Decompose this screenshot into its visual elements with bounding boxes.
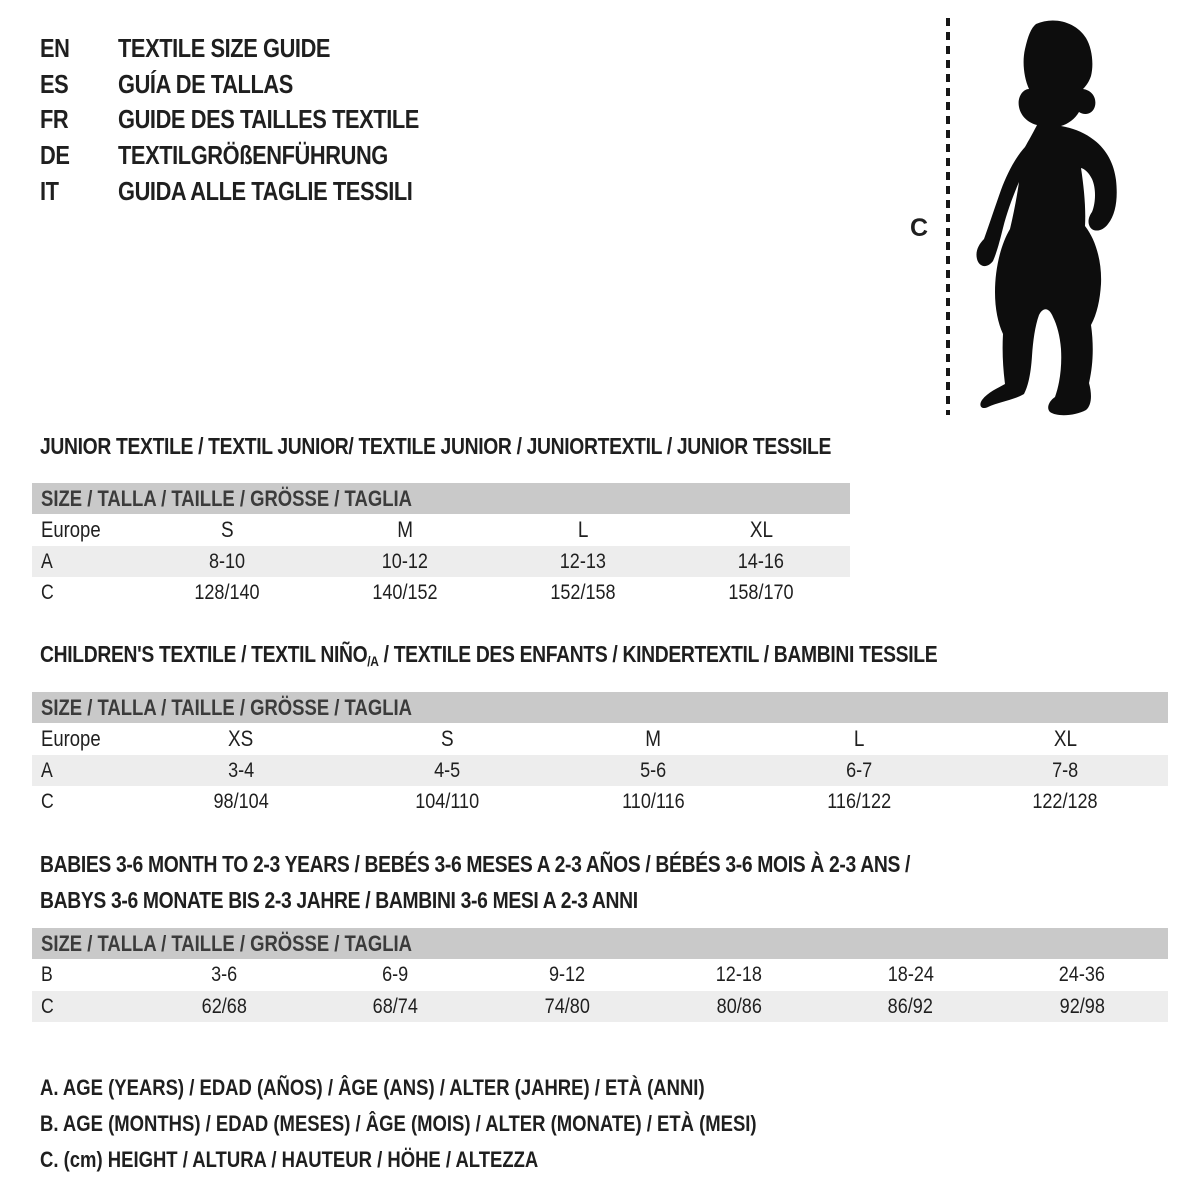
guide-title-de: TEXTILGRÖßENFÜHRUNG	[118, 140, 388, 171]
language-code: ES	[40, 68, 69, 99]
toddler-silhouette-image	[958, 16, 1148, 426]
children-height-row	[32, 786, 1168, 817]
babies-section-title-line2: BABYS 3-6 MONATE BIS 2-3 JAHRE / BAMBINI 3-6 MESI A 2-3 ANNI	[40, 887, 638, 913]
height-value: 104/110	[415, 789, 479, 813]
language-row-de	[40, 138, 476, 174]
legend-line-b: B. AGE (MONTHS) / EDAD (MESES) / ÂGE (MOIS) / ALTER (MONATE) / ETÀ (MESI)	[40, 1111, 757, 1136]
height-measure-label: C	[910, 214, 929, 242]
language-row-en	[40, 31, 476, 67]
height-value: 140/152	[372, 580, 438, 604]
age-value: 14-16	[737, 549, 785, 573]
size-header-bar	[32, 692, 1168, 723]
height-value: 86/92	[887, 994, 934, 1018]
size-label: M	[645, 726, 661, 751]
row-label: A	[41, 758, 53, 782]
junior-size-table	[32, 483, 850, 608]
babies-section-title-line1: BABIES 3-6 MONTH TO 2-3 YEARS / BEBÉS 3-6 MESES A 2-3 AÑOS / BÉBÉS 3-6 MOIS À 2-3 ANS /	[40, 851, 911, 877]
measure-legend	[40, 1070, 893, 1178]
children-europe-row	[32, 723, 1168, 755]
row-label: B	[41, 963, 53, 986]
months-value: 9-12	[549, 963, 586, 986]
size-label: XL	[1053, 726, 1077, 751]
height-value: 122/128	[1032, 789, 1098, 813]
age-value: 3-4	[227, 758, 255, 782]
region-label: Europe	[41, 517, 101, 542]
children-title-suffix: / TEXTILE DES ENFANTS / KINDERTEXTIL / BAMBINI TESSILE	[378, 641, 938, 667]
row-label: A	[41, 549, 53, 573]
size-label: M	[397, 517, 413, 542]
children-title-prefix: CHILDREN'S TEXTILE / TEXTIL NIÑO	[40, 641, 368, 667]
children-title-subscript: /A	[367, 653, 379, 670]
months-value: 18-24	[887, 963, 934, 986]
height-value: 80/86	[716, 994, 762, 1018]
height-value: 158/170	[728, 580, 794, 604]
age-value: 8-10	[208, 549, 246, 573]
babies-months-row	[32, 959, 1168, 991]
language-row-it	[40, 173, 476, 209]
row-label: C	[41, 789, 54, 813]
size-label: XL	[749, 517, 773, 542]
language-code: IT	[40, 175, 59, 206]
months-value: 6-9	[382, 963, 409, 986]
region-label: Europe	[41, 726, 101, 751]
months-value: 24-36	[1059, 963, 1106, 986]
legend-line-a: A. AGE (YEARS) / EDAD (AÑOS) / ÂGE (ANS) / ALTER (JAHRE) / ETÀ (ANNI)	[40, 1075, 705, 1100]
language-row-fr	[40, 102, 476, 138]
size-label: L	[853, 726, 865, 751]
height-value: 62/68	[201, 994, 247, 1018]
guide-title-es: GUÍA DE TALLAS	[118, 68, 293, 99]
height-value: 74/80	[544, 994, 590, 1018]
height-value: 68/74	[372, 994, 419, 1018]
age-value: 7-8	[1051, 758, 1079, 782]
junior-section-title: JUNIOR TEXTILE / TEXTIL JUNIOR/ TEXTILE JUNIOR / JUNIORTEXTIL / JUNIOR TESSILE	[40, 433, 832, 459]
height-value: 110/116	[621, 789, 685, 813]
row-label: C	[41, 994, 54, 1018]
height-value: 98/104	[213, 789, 269, 813]
language-row-es	[40, 67, 476, 103]
height-value: 128/140	[194, 580, 260, 604]
months-value: 3-6	[210, 963, 237, 986]
age-value: 4-5	[433, 758, 461, 782]
language-code: DE	[40, 140, 70, 171]
language-code: EN	[40, 33, 70, 64]
age-value: 5-6	[639, 758, 667, 782]
legend-line-c: C. (cm) HEIGHT / ALTURA / HAUTEUR / HÖHE / ALTEZZA	[40, 1147, 539, 1172]
language-code: FR	[40, 104, 69, 135]
height-value: 116/122	[827, 789, 891, 813]
months-value: 12-18	[715, 963, 762, 986]
babies-size-table	[32, 928, 1168, 1022]
junior-age-row	[32, 546, 850, 577]
row-label: C	[41, 580, 54, 604]
junior-europe-row	[32, 514, 850, 546]
size-label: XS	[228, 726, 254, 751]
size-label: S	[440, 726, 454, 751]
height-measure-dashed-line	[946, 18, 950, 415]
size-header-label: SIZE / TALLA / TAILLE / GRÖSSE / TAGLIA	[41, 485, 412, 511]
babies-height-row	[32, 991, 1168, 1022]
age-value: 10-12	[381, 549, 429, 573]
height-value: 92/98	[1059, 994, 1105, 1018]
children-age-row	[32, 755, 1168, 786]
guide-title-en: TEXTILE SIZE GUIDE	[118, 33, 331, 64]
size-header-bar	[32, 928, 1168, 959]
age-value: 6-7	[845, 758, 873, 782]
age-value: 12-13	[559, 549, 607, 573]
height-value: 152/158	[550, 580, 616, 604]
language-title-block	[40, 31, 476, 209]
guide-title-fr: GUIDE DES TAILLES TEXTILE	[118, 104, 419, 135]
size-header-label: SIZE / TALLA / TAILLE / GRÖSSE / TAGLIA	[41, 694, 412, 720]
size-label: L	[577, 517, 589, 542]
junior-height-row	[32, 577, 850, 608]
guide-title-it: GUIDA ALLE TAGLIE TESSILI	[118, 175, 413, 206]
children-section-title	[40, 641, 1108, 670]
size-header-label: SIZE / TALLA / TAILLE / GRÖSSE / TAGLIA	[41, 930, 412, 956]
size-label: S	[220, 517, 234, 542]
children-size-table	[32, 692, 1168, 817]
size-header-bar	[32, 483, 850, 514]
